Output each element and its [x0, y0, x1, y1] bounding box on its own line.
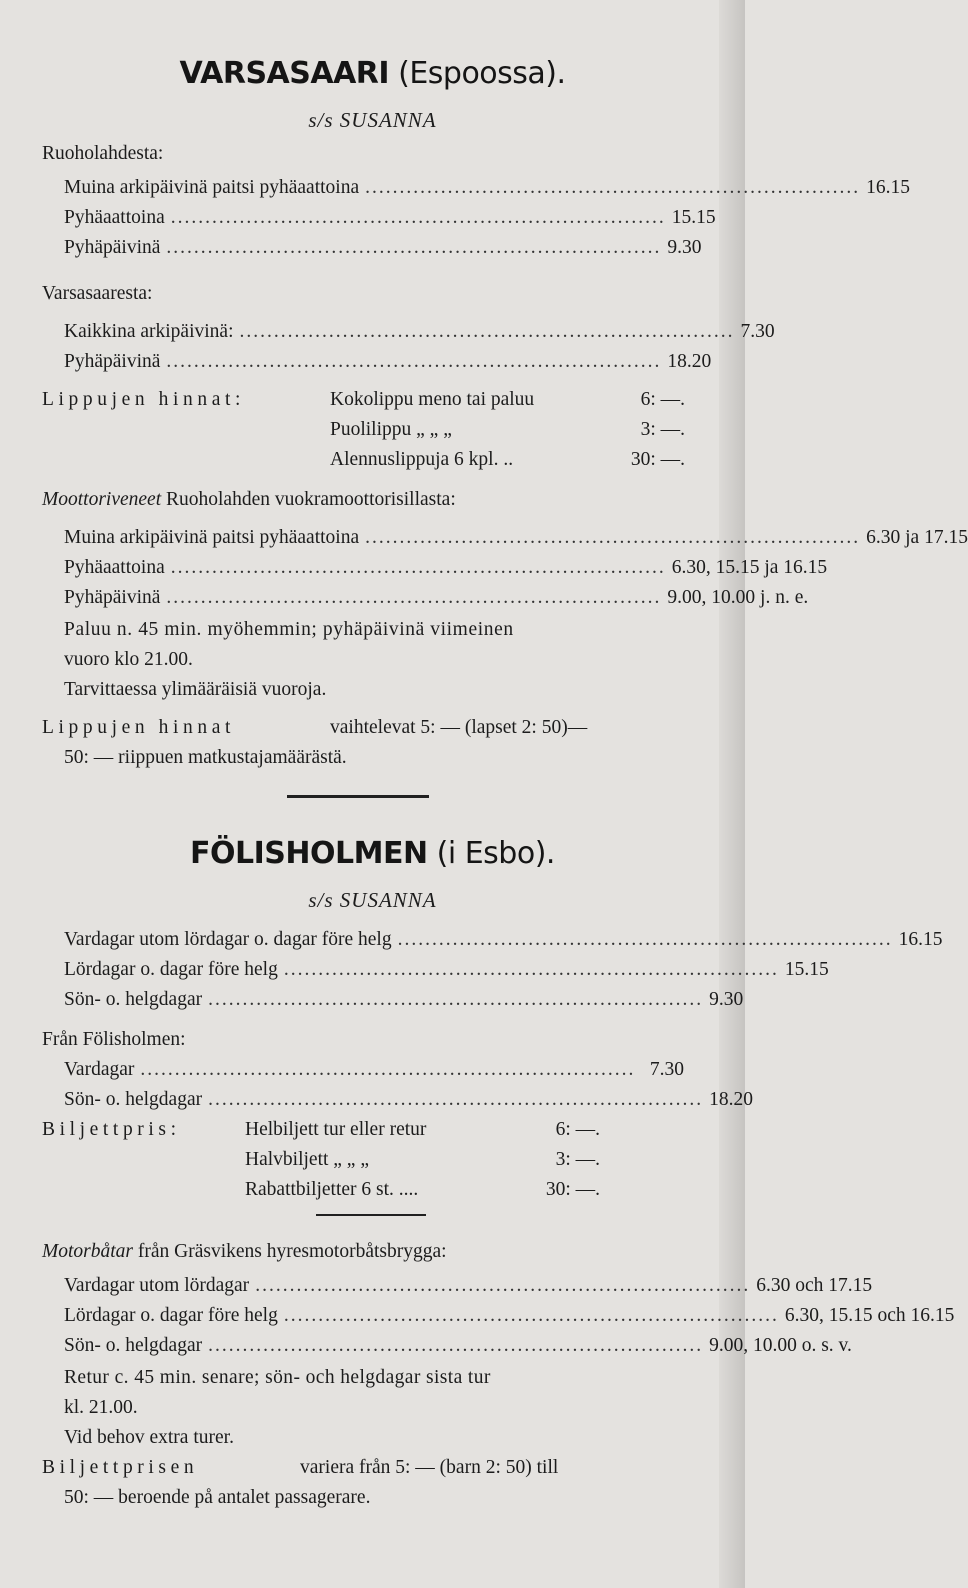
departure-row: Pyhäpäivinä ........................................................................ 9.30 [64, 237, 702, 258]
motor-row: Pyhäpäivinä ........................................................................ 9.00, 10.00 j. n. e. [64, 587, 809, 608]
price-value: 3: —. [555, 1149, 600, 1170]
price-row: Helbiljett tur eller retur [245, 1119, 427, 1140]
vary-text: vaihtelevat 5: — (lapset 2: 50)— [330, 717, 588, 738]
return-note: Retur c. 45 min. senare; sön- och helgdagar sista tur [64, 1367, 491, 1388]
leader-dots: ........................................................................ [365, 527, 861, 548]
departure-row: Pyhäaattoina ........................................................................ 15.15 [64, 207, 716, 228]
leader-dots: ........................................................................ [208, 989, 704, 1010]
section-title-varsasaari [0, 56, 745, 91]
leader-dots: ........................................................................ [283, 959, 779, 980]
title-bold: FÖLISHOLMEN [190, 836, 428, 871]
from-label: Ruoholahdesta: [42, 143, 164, 164]
return-row: Kaikkina arkipäivinä: ........................................................................ 7.30 [64, 321, 775, 342]
motor-heading: Motorbåtar från Gräsvikens hyresmotorbåtsbrygga: [42, 1241, 447, 1262]
return-note-cont: vuoro klo 21.00. [64, 649, 193, 670]
leader-dots: ........................................................................ [255, 1275, 751, 1296]
vary-label: Biljettprisen [42, 1457, 199, 1478]
vary-text: variera från 5: — (barn 2: 50) till [300, 1457, 559, 1478]
leader-dots: ........................................................................ [166, 587, 662, 608]
motor-row: Lördagar o. dagar före helg ........................................................................ 6.30, 15.15 och 16.15 [64, 1305, 955, 1326]
title-rest: (Espoossa). [398, 56, 566, 91]
extra-note: Vid behov extra turer. [64, 1427, 234, 1448]
price-value: 6: —. [640, 389, 685, 410]
prices-label: Biljettpris: [42, 1119, 181, 1140]
return-row: Pyhäpäivinä ........................................................................ 18.20 [64, 351, 712, 372]
back-label: Varsasaaresta: [42, 283, 153, 304]
motor-row: Pyhäaattoina ........................................................................ 6.30, 15.15 ja 16.15 [64, 557, 828, 578]
section-divider [287, 795, 429, 798]
return-note: Paluu n. 45 min. myöhemmin; pyhäpäivinä viimeinen [64, 619, 514, 640]
return-row: Vardagar ........................................................................ 7.30 [64, 1059, 684, 1080]
motor-row: Vardagar utom lördagar ........................................................................ 6.30 och 17.15 [64, 1275, 873, 1296]
leader-dots: ........................................................................ [166, 237, 662, 258]
price-row: Rabattbiljetter 6 st. .... [245, 1179, 419, 1200]
price-row: Halvbiljett „ „ „ [245, 1149, 369, 1170]
motor-row: Muina arkipäivinä paitsi pyhäaattoina ........................................................................ 6.30 ja 17.15 [64, 527, 968, 548]
section-title-folisholmen [0, 836, 745, 871]
leader-dots: ........................................................................ [170, 207, 666, 228]
price-value: 6: —. [555, 1119, 600, 1140]
price-row: Alennuslippuja 6 kpl. .. [330, 449, 514, 470]
motor-heading: Moottoriveneet Ruoholahden vuokramoottorisillasta: [42, 489, 456, 510]
vary-text-cont: 50: — beroende på antalet passagerare. [64, 1487, 371, 1508]
title-bold: VARSASAARI [179, 56, 390, 91]
motor-row: Sön- o. helgdagar ........................................................................ 9.00, 10.00 o. s. v. [64, 1335, 852, 1356]
vary-label: Lippujen hinnat [42, 717, 236, 738]
back-label: Från Fölisholmen: [42, 1029, 186, 1050]
price-value: 30: —. [545, 1179, 600, 1200]
title-rest: (i Esbo). [436, 836, 555, 871]
departure-row: Lördagar o. dagar före helg ........................................................................ 15.15 [64, 959, 829, 980]
return-row: Sön- o. helgdagar ........................................................................ 18.20 [64, 1089, 753, 1110]
departure-row: Muina arkipäivinä paitsi pyhäaattoina ........................................................................ 16.15 [64, 177, 910, 198]
leader-dots: ........................................................................ [239, 321, 735, 342]
ship-name: s/s SUSANNA [308, 888, 437, 912]
leader-dots: ........................................................................ [208, 1089, 704, 1110]
leader-dots: ........................................................................ [283, 1305, 779, 1326]
return-note-cont: kl. 21.00. [64, 1397, 138, 1418]
vary-text-cont: 50: — riippuen matkustajamäärästä. [64, 747, 347, 768]
price-row: Puolilippu „ „ „ [330, 419, 452, 440]
departure-row: Sön- o. helgdagar ........................................................................ 9.30 [64, 989, 744, 1010]
leader-dots: ........................................................................ [170, 557, 666, 578]
departure-row: Vardagar utom lördagar o. dagar före helg ........................................................................ 16.15 [64, 929, 943, 950]
leader-dots: ........................................................................ [208, 1335, 704, 1356]
prices-label: Lippujen hinnat: [42, 389, 246, 410]
ship-name: s/s SUSANNA [308, 108, 437, 132]
extra-note: Tarvittaessa ylimääräisiä vuoroja. [64, 679, 327, 700]
leader-dots: ........................................................................ [140, 1059, 636, 1080]
leader-dots: ........................................................................ [397, 929, 893, 950]
price-value: 30: —. [630, 449, 685, 470]
price-value: 3: —. [640, 419, 685, 440]
price-row: Kokolippu meno tai paluu [330, 389, 535, 410]
leader-dots: ........................................................................ [166, 351, 662, 372]
section-divider [316, 1214, 426, 1216]
leader-dots: ........................................................................ [365, 177, 861, 198]
